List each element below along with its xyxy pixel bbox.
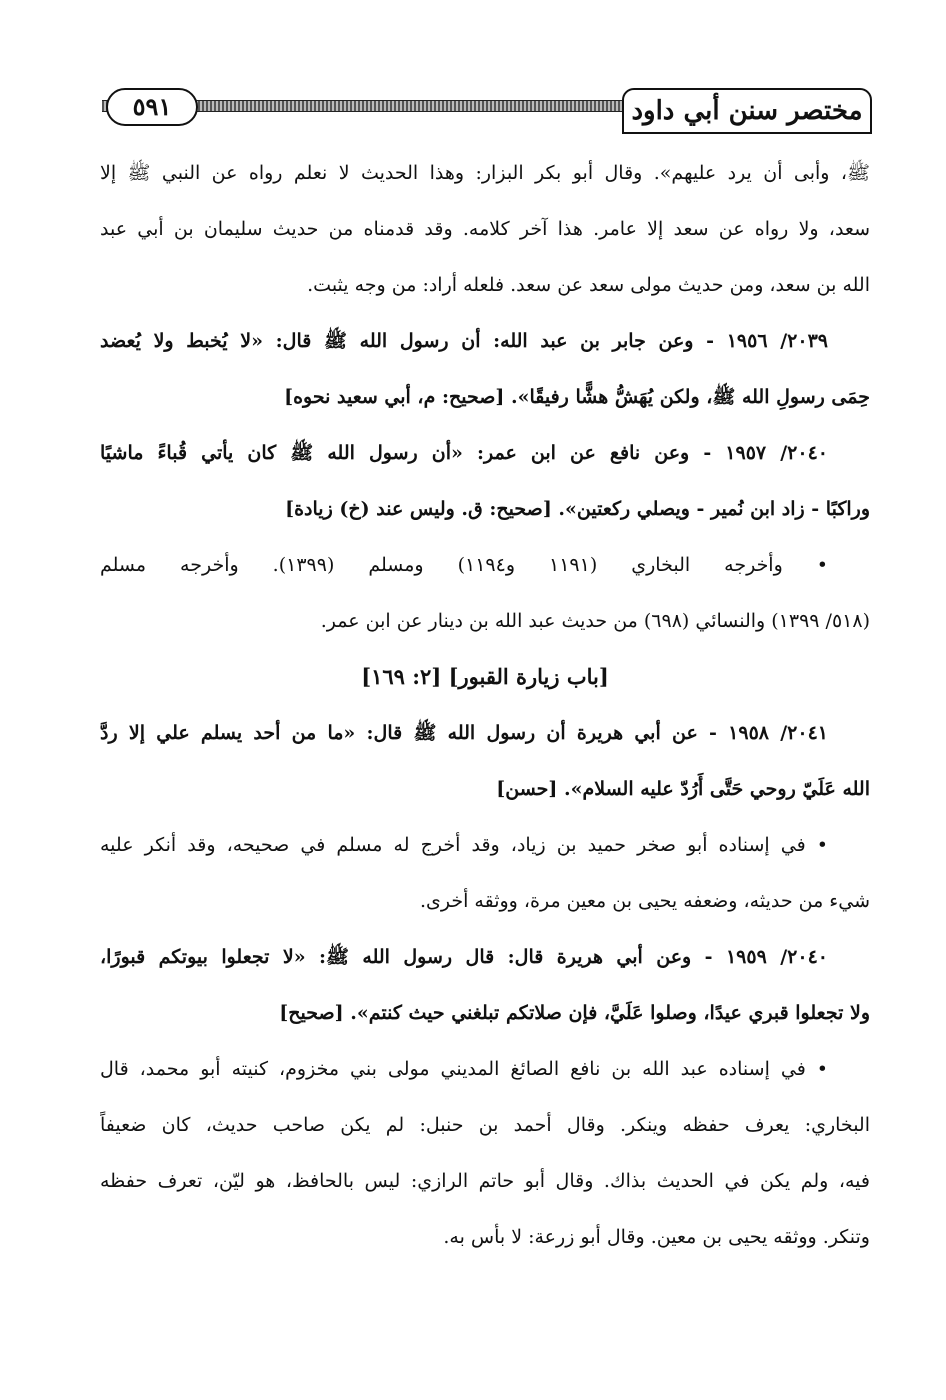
text-line: وتنكر. ووثقه يحيى بن معين. وقال أبو زرعة: لا بأس به. (443, 1226, 870, 1248)
text-line: ٢٠٤٠/ ١٩٥٩ - وعن أبي هريرة قال: قال رسول الله ﷺ: «لا تجعلوا بيوتكم قبورًا، (100, 946, 828, 968)
text-line: سعد، ولا رواه عن سعد إلا عامر. هذا آخر كلامه. وقد قدمناه من حديث سليمان بن أبي عبد (100, 218, 870, 240)
text-line: الله عَلَيّ روحي حَتَّى أَرُدّ عليه السلام». [حسن] (496, 778, 870, 800)
text-line: فيه، ولم يكن في الحديث بذاك. وقال أبو حاتم الرازي: ليس بالحافظ، هو ليّن، تعرف حفظه (100, 1170, 870, 1192)
text-line: ٢٠٣٩/ ١٩٥٦ - وعن جابر بن عبد الله: أن رسول الله ﷺ قال: «لا يُخبط ولا يُعضد (100, 330, 828, 352)
page-body (100, 145, 870, 1265)
book-title: مختصر سنن أبي داود (622, 88, 872, 134)
section-heading: [باب زيارة القبور] [٢: ١٦٩] (361, 664, 609, 689)
text-line: • في إسناده عبد الله بن نافع الصائغ المديني مولى بني مخزوم، كنيته أبو محمد، قال (100, 1058, 828, 1080)
text-line: • في إسناده أبو صخر حميد بن زياد، وقد أخرج له مسلم في صحيحه، وقد أنكر عليه (100, 834, 828, 856)
text-line: (٥١٨/ ١٣٩٩) والنسائي (٦٩٨) من حديث عبد الله بن دينار عن ابن عمر. (320, 610, 870, 632)
text-line: البخاري: يعرف حفظه وينكر. وقال أحمد بن حنبل: لم يكن صاحب حديث، كان ضعيفاً (100, 1114, 870, 1136)
text-line: ٢٠٤٠/ ١٩٥٧ - وعن نافع عن ابن عمر: «أن رسول الله ﷺ كان يأتي قُباءً ماشيًا (100, 442, 828, 464)
text-line: • وأخرجه البخاري (١١٩١ و١١٩٤) ومسلم (١٣٩٩). وأخرجه مسلم (100, 554, 828, 576)
page-number: ٥٩١ (106, 88, 198, 126)
text-line: ولا تجعلوا قبري عيدًا، وصلوا عَلَيَّ، فإن صلاتكم تبلغني حيث كنتم». [صحيح] (279, 1002, 870, 1024)
text-line: وراكبًا - زاد ابن نُمير - ويصلي ركعتين». [صحيح: ق. وليس عند (خ) زيادة] (285, 498, 870, 520)
text-line: حِمَى رسولِ الله ﷺ، ولكن يُهَشُّ هشًّا رفيقًا». [صحيح: م، أبي سعيد نحوه] (284, 386, 870, 408)
text-line: شيء من حديثه، وضعفه يحيى بن معين مرة، ووثقه أخرى. (419, 890, 870, 912)
text-line: ﷺ، وأبى أن يرد عليهم». وقال أبو بكر البزار: وهذا الحديث لا نعلم رواه عن النبي ﷺ إلا (100, 162, 870, 184)
text-line: ٢٠٤١/ ١٩٥٨ - عن أبي هريرة أن رسول الله ﷺ قال: «ما من أحد يسلم علي إلا ردَّ (100, 722, 828, 744)
page-header (92, 88, 872, 136)
text-line: الله بن سعد، ومن حديث مولى سعد عن سعد. فلعله أراد: من وجه يثبت. (307, 274, 870, 296)
